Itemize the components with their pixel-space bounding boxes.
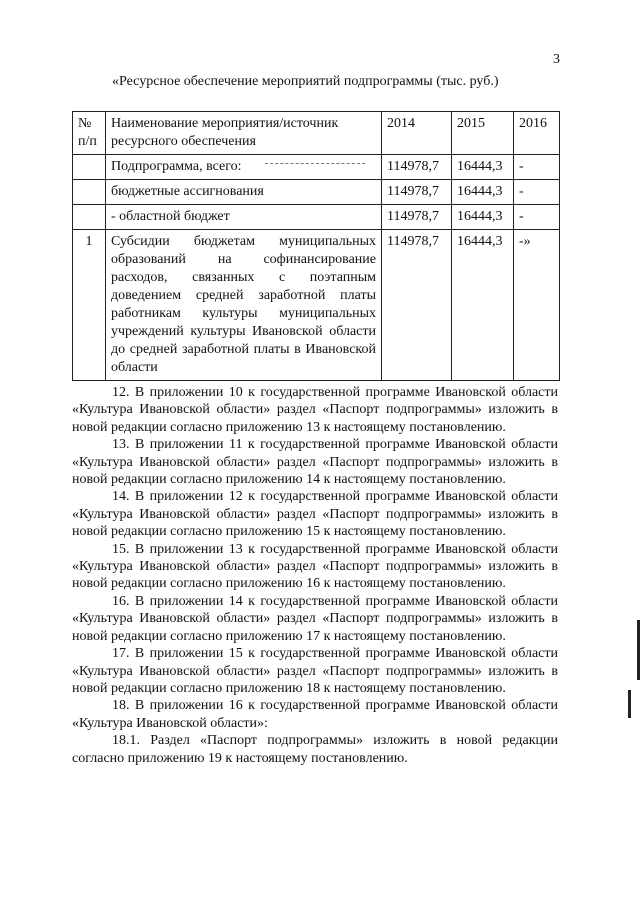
amendment-paragraphs [72, 384, 558, 767]
row-no [73, 155, 106, 180]
table-row [73, 180, 560, 205]
row-value-2015: 16444,3 [452, 205, 514, 230]
resource-table [72, 111, 560, 381]
table-row [73, 230, 560, 381]
table-header-row [73, 112, 560, 155]
row-no [73, 180, 106, 205]
page-number: 3 [553, 52, 560, 67]
header-name: Наименование мероприятия/источник ресурсного обеспечения [106, 112, 382, 155]
scan-margin-mark [628, 690, 631, 718]
header-2016: 2016 [514, 112, 560, 155]
row-value-2015: 16444,3 [452, 230, 514, 381]
row-no: 1 [73, 230, 106, 381]
row-value-2015: 16444,3 [452, 155, 514, 180]
row-value-2016: - [514, 155, 560, 180]
row-value-2014: 114978,7 [382, 205, 452, 230]
header-2014: 2014 [382, 112, 452, 155]
row-value-2016: -» [514, 230, 560, 381]
paragraph-13: 13. В приложении 11 к государственной программе Ивановской области «Культура Ивановской области» раздел «Паспорт подпрограммы» изложить в новой редакции согласно приложению 14 к настоящему постановлению. [72, 437, 558, 488]
paragraph-12: 12. В приложении 10 к государственной программе Ивановской области «Культура Ивановской области» раздел «Паспорт подпрограммы» изложить в новой редакции согласно приложению 13 к настоящему постановлению. [72, 385, 558, 435]
row-name: - областной бюджет [106, 205, 382, 230]
row-value-2015: 16444,3 [452, 180, 514, 205]
table-row [73, 155, 560, 180]
header-no: № п/п [73, 112, 106, 155]
row-value-2014: 114978,7 [382, 180, 452, 205]
stray-dash-mark [265, 163, 365, 164]
paragraph-14: 14. В приложении 12 к государственной программе Ивановской области «Культура Ивановской области» раздел «Паспорт подпрограммы» изложить в новой редакции согласно приложению 15 к настоящему постановлению. [72, 489, 558, 540]
header-2015: 2015 [452, 112, 514, 155]
row-value-2014: 114978,7 [382, 155, 452, 180]
row-name: Субсидии бюджетам муниципальных образований на софинансирование расходов, связанных с поэтапным доведением средней заработной платы работникам культуры муниципальных учреждений культуры Ивановской области до средней заработной платы в Ивановской области [106, 230, 382, 381]
paragraph-18: 18. В приложении 16 к государственной программе Ивановской области «Культура Ивановской области»: [72, 698, 558, 731]
paragraph-18-1: 18.1. Раздел «Паспорт подпрограммы» изложить в новой редакции согласно приложению 19 к настоящему постановлению. [72, 733, 558, 766]
table-row [73, 205, 560, 230]
row-value-2016: - [514, 180, 560, 205]
row-value-2014: 114978,7 [382, 230, 452, 381]
table-heading: «Ресурсное обеспечение мероприятий подпрограммы (тыс. руб.) [112, 74, 499, 89]
row-value-2016: - [514, 205, 560, 230]
row-name: бюджетные ассигнования [106, 180, 382, 205]
paragraph-17: 17. В приложении 15 к государственной программе Ивановской области «Культура Ивановской области» раздел «Паспорт подпрограммы» изложить в новой редакции согласно приложению 18 к настоящему постановлению. [72, 646, 558, 696]
paragraph-16: 16. В приложении 14 к государственной программе Ивановской области «Культура Ивановской области» раздел «Паспорт подпрограммы» изложить в новой редакции согласно приложению 17 к настоящему постановлению. [72, 593, 558, 644]
paragraph-15: 15. В приложении 13 к государственной программе Ивановской области «Культура Ивановской области» раздел «Паспорт подпрограммы» изложить в новой редакции согласно приложению 16 к настоящему постановлению. [72, 541, 558, 592]
row-no [73, 205, 106, 230]
row-name: Подпрограмма, всего: [106, 155, 382, 180]
